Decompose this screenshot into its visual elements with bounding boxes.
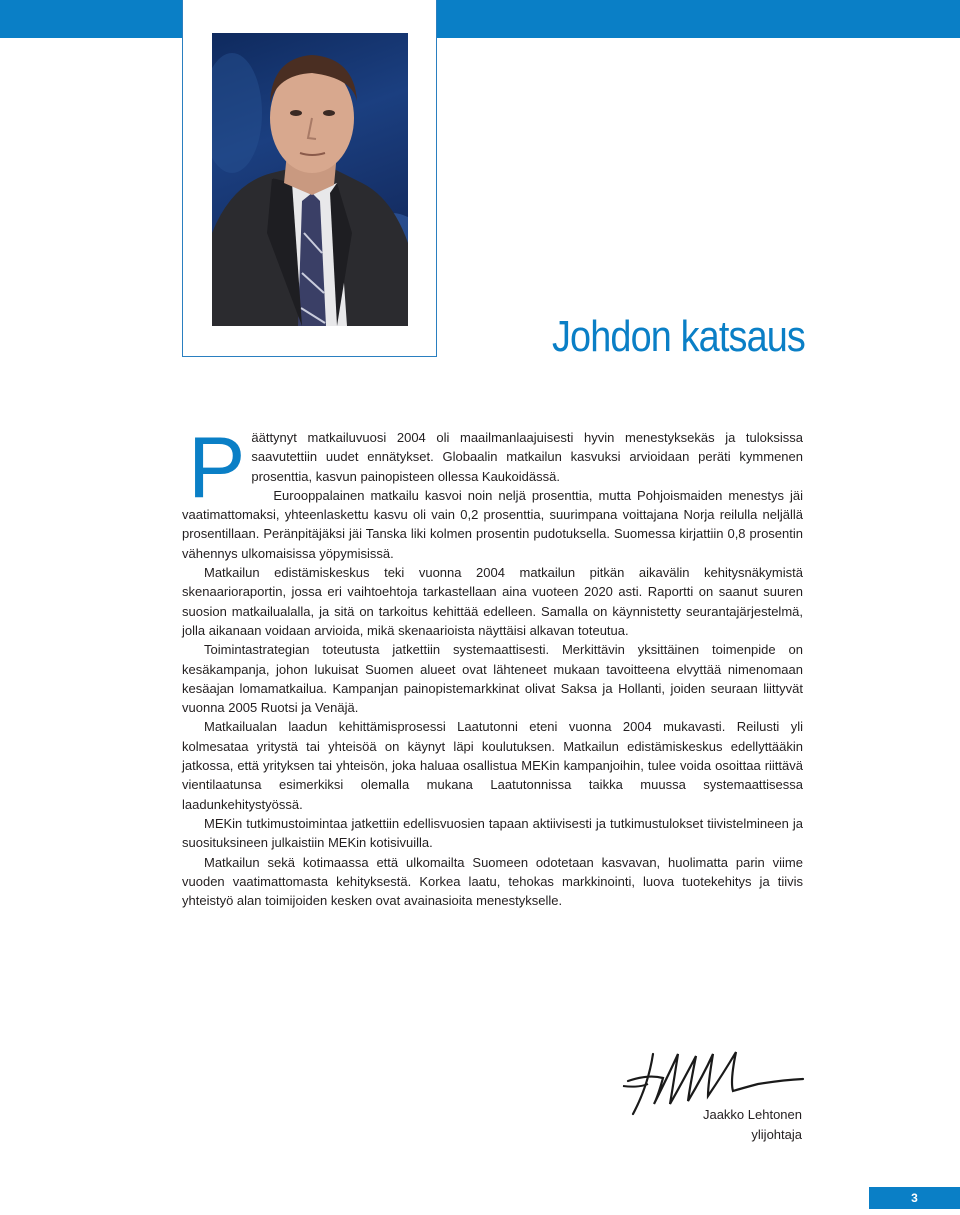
- paragraph-3: Matkailun edistämiskeskus teki vuonna 2004 matkailun pitkän aikavälin kehitysnäkymistä skenaarioraportin, jossa eri vaihtoehtoja tarkastellaan aina vuoteen 2020 asti. Raportti on saanut suuren suosion matkailualalla, ja sitä on tarkoitus kehittää edelleen. Samalla on käynnistetty seurantajärjestelmä, jolla aikanaan voidaan arvioida, mikä skenaarioista näyttäisi alkavan toteutua.: [182, 565, 803, 638]
- paragraph-6: MEKin tutkimustoimintaa jatkettiin edellisvuosien tapaan aktiivisesti ja tutkimustulokset tiivistelmineen ja suosituksineen julkaistiin MEKin kotisivuilla.: [182, 815, 803, 851]
- signatory-name: Jaakko Lehtonen: [702, 1107, 802, 1122]
- drop-cap: P: [188, 420, 246, 516]
- page-title: Johdon katsaus: [551, 312, 805, 361]
- top-color-band: [0, 0, 960, 38]
- signatory-title: ylijohtaja: [751, 1127, 802, 1142]
- portrait-frame: [182, 0, 437, 357]
- paragraph-1: Päättynyt matkailuvuosi 2004 oli maailmanlaajuisesti hyvin menestyksekäs ja tuloksissa saavutettiin uudet ennätykset. Globaalin matkailun kasvuksi arvioidaan peräti kymmenen prosenttia, kasvun painopisteen ollessa Kaukoidässä.: [188, 420, 803, 516]
- paragraph-2: Eurooppalainen matkailu kasvoi noin neljä prosenttia, mutta Pohjoismaiden menestys jäi vaatimattomaksi, yhteenlaskettu kasvu oli vain 0,2 prosenttia, suurimpana voittajana Norja reilulla neljällä prosentillaan. Peränpitäjäksi jäi Tanska liki kolmen prosentin pudotuksella. Suomessa kirjattiin 0,8 prosentin vähennys ulkomaisissa yöpymisissä.: [182, 487, 803, 561]
- page-number: 3: [869, 1187, 960, 1209]
- paragraph-7: Matkailun sekä kotimaassa että ulkomailta Suomeen odotetaan kasvavan, huolimatta parin viime vuoden vaatimattomasta kehityksestä. Korkea laatu, tehokas markkinointi, luova tuotekehitys ja tiivis yhteistyö alan toimijoiden kesken ovat avainasioita menestykselle.: [182, 854, 803, 909]
- paragraph-4: Toimintastrategian toteutusta jatkettiin systemaattisesti. Merkittävin yksittäinen toimenpide on kesäkampanja, johon lukuisat Suomen alueet ovat lähteneet mukaan tavoitteena elvyttää nimenomaan kesäajan lomamatkailua. Kampanjan painopistemarkkinat olivat Saksa ja Hollanti, joiden seuraan liittyvät vuonna 2005 Ruotsi ja Venäjä.: [182, 642, 803, 716]
- article-body: [182, 420, 803, 910]
- paragraph-5: Matkailualan laadun kehittämisprosessi Laatutonni eteni vuonna 2004 mukavasti. Reilusti yli kolmesataa yritystä tai yhteisöä on käynyt läpi koulutuksen. Matkailun edistämiskeskus edellyttääkin jatkossa, että yrityksen tai yhteisön, joka haluaa osallistua MEKin kampanjoihin, tulee voida osoittaa riittävä vientilaatunsa esimerkiksi olemalla mukana Laatutonnissa taikka muussa systemaattisessa laadunkehitystyössä.: [182, 719, 803, 812]
- portrait-photo: [212, 33, 408, 326]
